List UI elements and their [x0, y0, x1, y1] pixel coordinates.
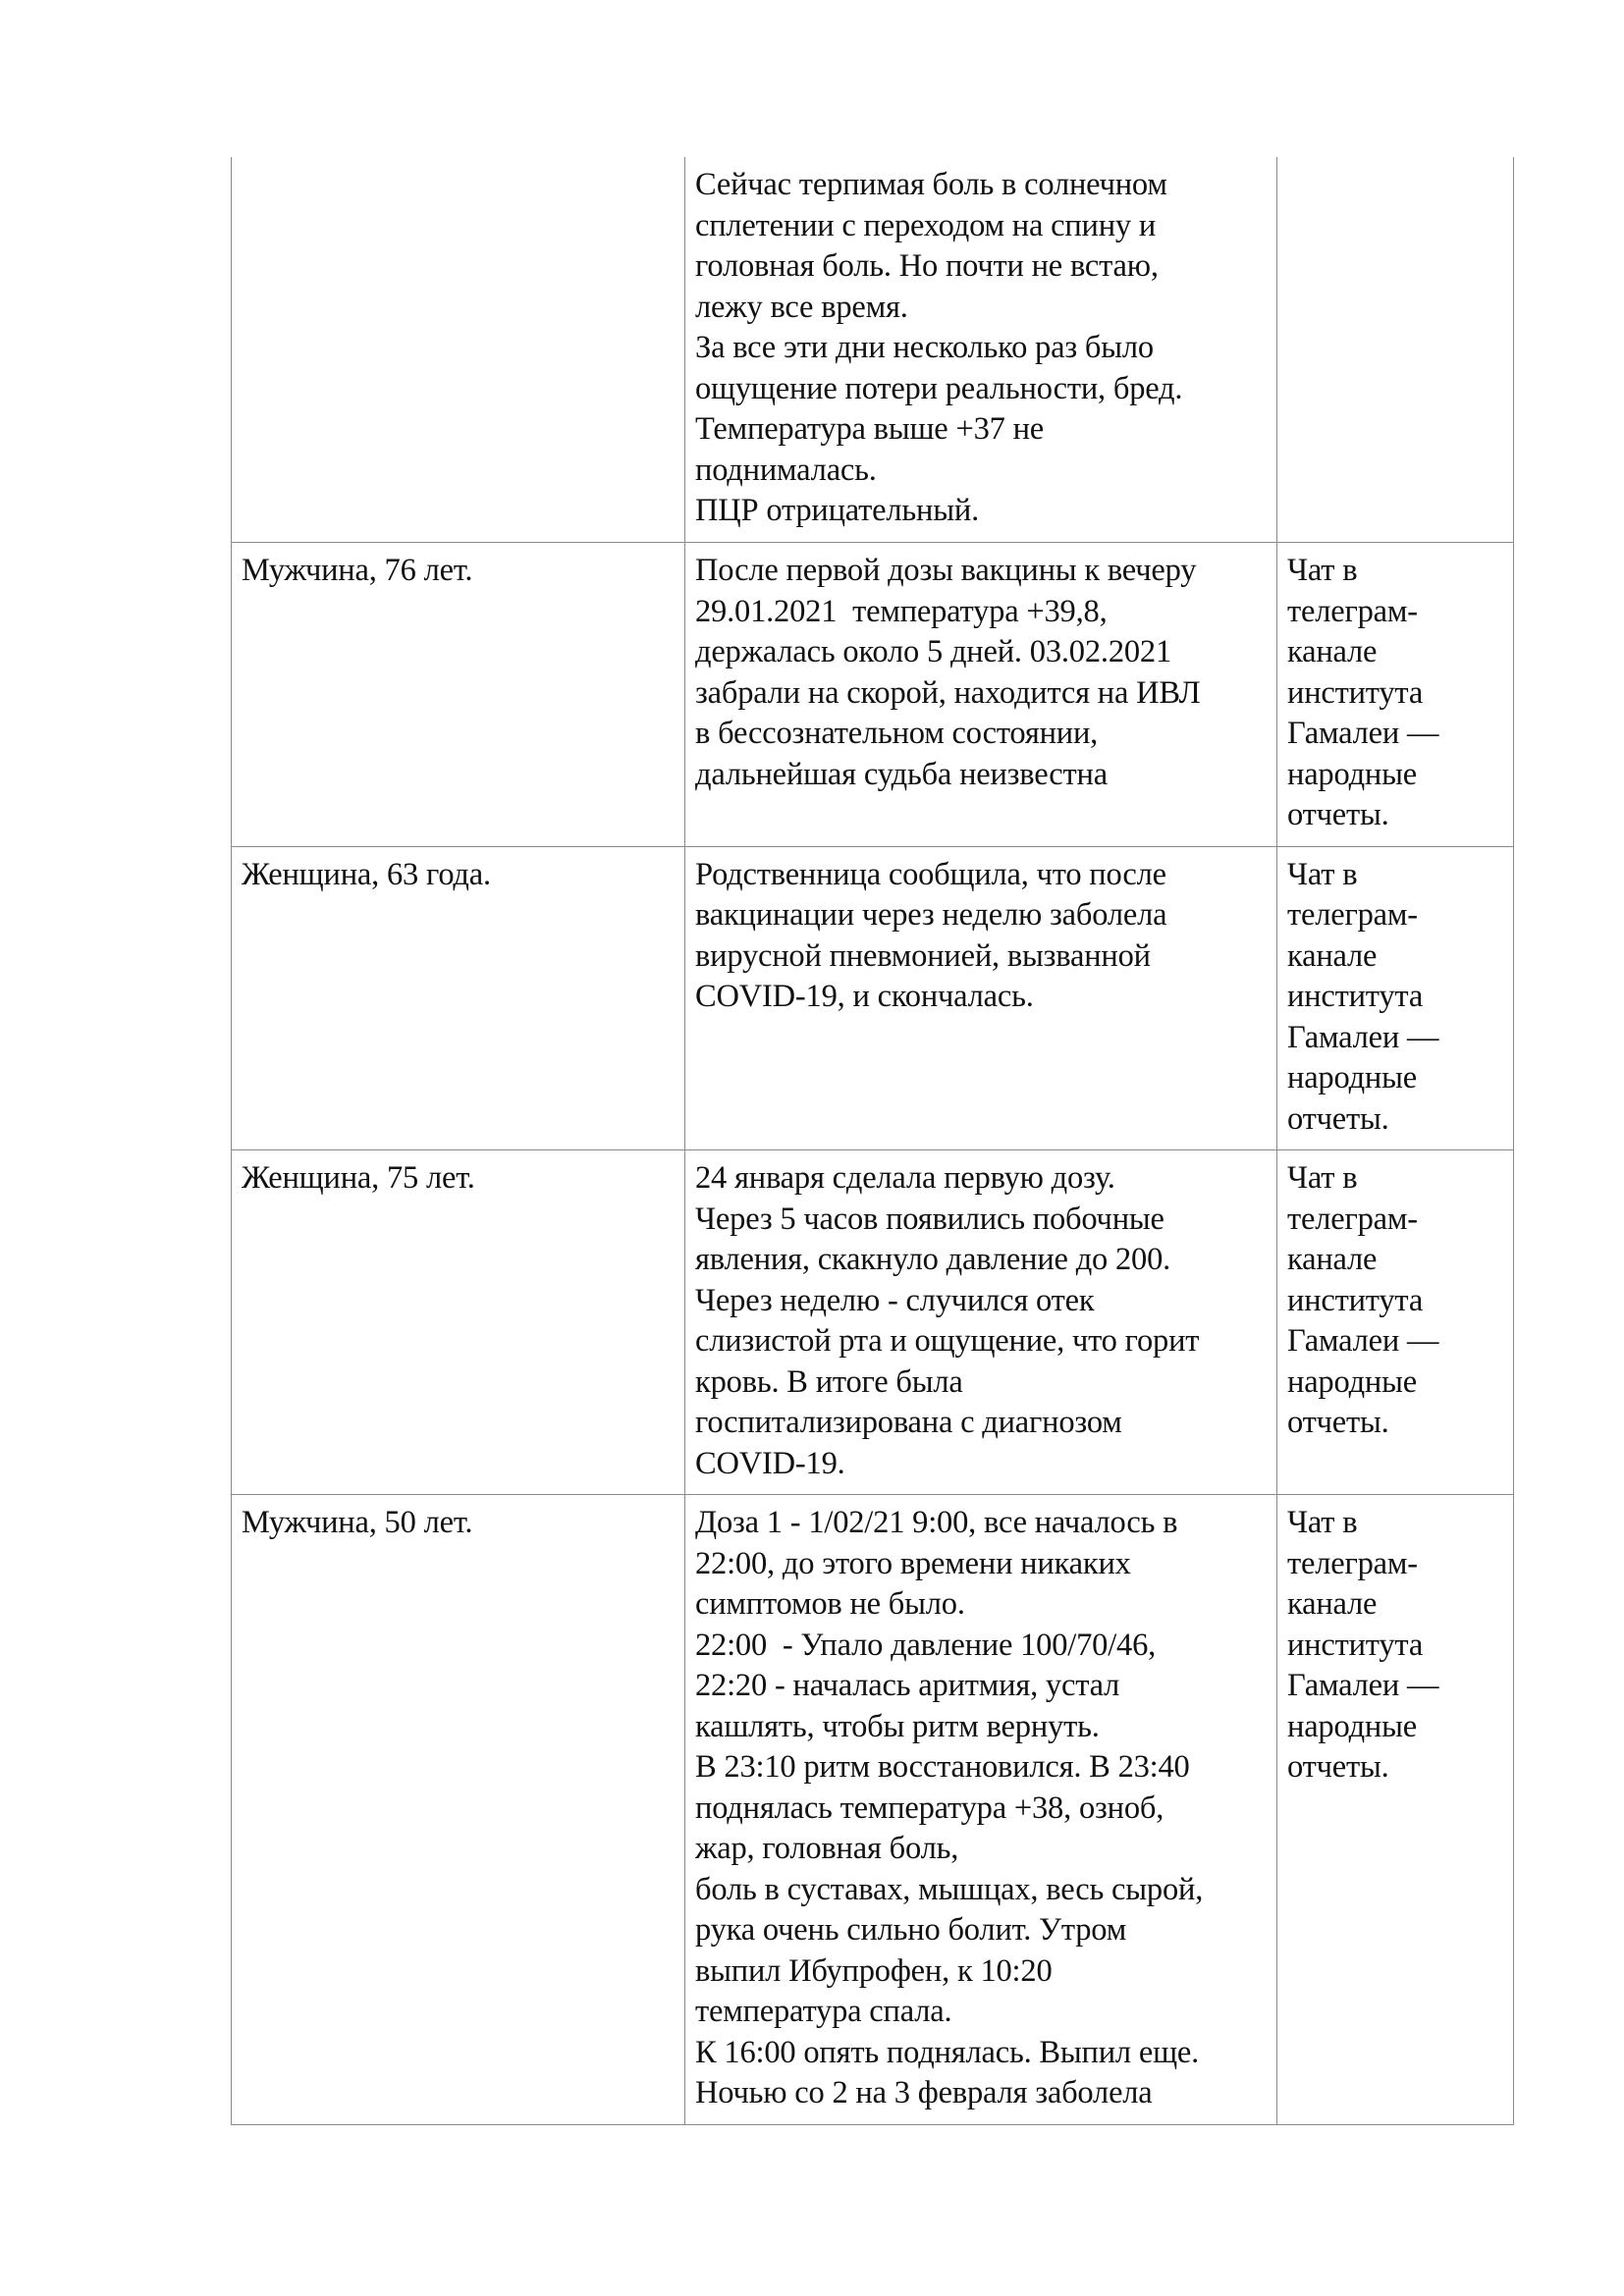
text-line: госпитализирована с диагнозом [695, 1405, 1122, 1440]
text-line: института [1287, 979, 1424, 1014]
text-line: выпил Ибупрофен, к 10:20 [695, 1952, 1053, 1989]
text-line: Чат в [1287, 1160, 1358, 1196]
table-row [232, 157, 1514, 543]
description-cell [685, 1495, 1277, 2125]
description-cell [685, 543, 1277, 847]
text-line: института [1287, 1282, 1424, 1318]
text-line: телеграм- [1287, 897, 1418, 933]
text-line: После первой дозы вакцины к вечеру [695, 553, 1197, 588]
text-line: COVID-19, и скончалась. [695, 979, 1034, 1014]
source-cell [1277, 1495, 1514, 2125]
text-line: поднялась температура +38, озноб, [695, 1789, 1164, 1826]
text-line: отчеты. [1287, 797, 1389, 832]
person-cell: Женщина, 63 года. [232, 846, 685, 1150]
text-line: канале [1287, 937, 1378, 974]
text-line: За все эти дни несколько раз было [695, 330, 1154, 365]
text-line: симптомов не было. [695, 1586, 965, 1622]
person-cell [232, 157, 685, 543]
description-cell [685, 846, 1277, 1150]
text-line: Температура выше +37 не [695, 411, 1045, 447]
text-line: телеграм- [1287, 593, 1418, 629]
table-row [232, 1150, 1514, 1495]
text-line: телеграм- [1287, 1545, 1418, 1581]
table-row [232, 1495, 1514, 2125]
text-line: COVID-19. [695, 1445, 845, 1481]
text-line: Чат в [1287, 1505, 1358, 1540]
text-line: вирусной пневмонией, вызванной [695, 937, 1151, 974]
table-row [232, 846, 1514, 1150]
person-cell: Женщина, 75 лет. [232, 1150, 685, 1495]
text-line: кашлять, чтобы ритм вернуть. [695, 1708, 1100, 1744]
description-cell [685, 1150, 1277, 1495]
text-line: Ночью со 2 на 3 февраля заболела [695, 2075, 1153, 2110]
text-line: Гамалеи — [1287, 1668, 1439, 1703]
source-cell [1277, 157, 1514, 543]
text-line: сплетении с переходом на спину и [695, 207, 1157, 243]
text-line: поднималась. [695, 452, 877, 488]
text-line: вакцинации через неделю заболела [695, 897, 1167, 933]
text-line: рука очень сильно болит. Утром [695, 1912, 1127, 1948]
person-cell: Мужчина, 76 лет. [232, 543, 685, 847]
text-line: Доза 1 - 1/02/21 9:00, все началось в [695, 1505, 1178, 1540]
source-cell [1277, 846, 1514, 1150]
text-line: Гамалеи — [1287, 716, 1439, 751]
text-line: явления, скакнуло давление до 200. [695, 1242, 1171, 1277]
text-line: Через 5 часов появились побочные [695, 1201, 1164, 1237]
text-line: народные [1287, 1708, 1417, 1744]
vaccine-reports-table [231, 157, 1514, 2125]
text-line: канале [1287, 1242, 1378, 1277]
text-line: температура спала. [695, 1994, 952, 2029]
text-line: Гамалеи — [1287, 1019, 1439, 1055]
text-line: канале [1287, 634, 1378, 669]
text-line: Через неделю - случился отек [695, 1282, 1095, 1318]
text-line: ощущение потери реальности, бред. [695, 370, 1183, 406]
description-cell [685, 157, 1277, 543]
text-line: Гамалеи — [1287, 1323, 1439, 1359]
text-line: лежу все время. [695, 289, 908, 325]
text-line: телеграм- [1287, 1201, 1418, 1237]
text-line: отчеты. [1287, 1100, 1389, 1137]
text-line: канале [1287, 1586, 1378, 1622]
text-line: института [1287, 674, 1424, 711]
table-row [232, 543, 1514, 847]
text-line: отчеты. [1287, 1405, 1389, 1440]
text-line: К 16:00 опять поднялась. Выпил еще. [695, 2034, 1200, 2070]
text-line: 29.01.2021 температура +39,8, [695, 593, 1108, 629]
text-line: Чат в [1287, 856, 1358, 892]
text-line: института [1287, 1627, 1424, 1663]
text-line: народные [1287, 1060, 1417, 1095]
text-line: отчеты. [1287, 1749, 1389, 1785]
text-line: 22:00, до этого времени никаких [695, 1545, 1131, 1581]
text-line: забрали на скорой, находится на ИВЛ [695, 674, 1201, 711]
person-cell: Мужчина, 50 лет. [232, 1495, 685, 2125]
text-line: Родственница сообщила, что после [695, 856, 1166, 892]
text-line: головная боль. Но почти не встаю, [695, 248, 1159, 284]
text-line: жар, головная боль, [695, 1831, 959, 1866]
text-line: В 23:10 ритм восстановился. В 23:40 [695, 1749, 1190, 1785]
text-line: народные [1287, 1363, 1417, 1400]
text-line: 22:20 - началась аритмия, устал [695, 1668, 1120, 1703]
text-line: держалась около 5 дней. 03.02.2021 [695, 634, 1172, 669]
text-line: кровь. В итоге была [695, 1363, 963, 1400]
text-line: ПЦР отрицательный. [695, 493, 979, 528]
text-line: Сейчас терпимая боль в солнечном [695, 167, 1167, 202]
text-line: народные [1287, 756, 1417, 792]
text-line: дальнейшая судьба неизвестна [695, 756, 1108, 792]
text-line: в бессознательном состоянии, [695, 716, 1099, 751]
text-line: боль в суставах, мышцах, весь сырой, [695, 1871, 1204, 1907]
text-line: 24 января сделала первую дозу. [695, 1160, 1115, 1196]
text-line: 22:00 - Упало давление 100/70/46, [695, 1627, 1157, 1663]
text-line: Чат в [1287, 553, 1358, 588]
source-cell [1277, 1150, 1514, 1495]
text-line: слизистой рта и ощущение, что горит [695, 1323, 1200, 1359]
source-cell [1277, 543, 1514, 847]
